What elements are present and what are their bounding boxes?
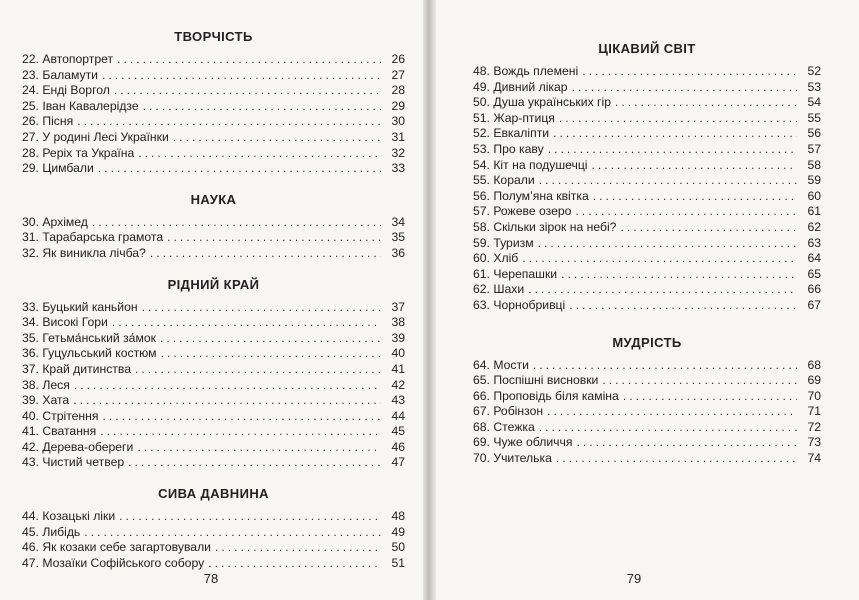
entry-title: 34. Високі Гори [22,315,108,330]
entry-page: 47 [391,455,405,470]
entry-title: 40. Стрітення [22,408,99,423]
toc-entry [22,99,405,115]
leader-dots [173,130,381,146]
toc-entry [473,158,821,174]
toc-entry [473,298,821,314]
leader-dots [77,114,381,130]
section-title: ЦІКАВИЙ СВІТ [598,41,696,56]
entry-page: 50 [391,540,405,555]
entry-title: 61. Черепашки [473,266,558,281]
toc-entry [22,540,405,556]
entry-title: 22. Автопортрет [22,52,114,66]
toc-entry [22,146,405,162]
entry-title: 35. Гетьма́нський за́мок [22,330,156,345]
entry-page: 64 [807,251,821,266]
leader-dots [137,440,381,456]
toc-entry [473,189,821,205]
entry-title: 37. Край дитинства [22,361,132,376]
entry-title: 42. Дерева-обереги [22,439,134,454]
entry-page: 68 [807,357,821,372]
leader-dots [623,389,797,405]
entry-page: 29 [391,98,405,113]
leader-dots [161,346,381,362]
leader-dots [602,373,797,389]
entry-page: 51 [391,555,405,570]
page-number: 79 [626,571,642,586]
toc-entry [473,358,821,374]
toc-entry [22,300,405,316]
entry-title: 60. Хліб [473,251,519,266]
entry-page: 59 [807,173,821,188]
entry-page: 34 [391,214,405,229]
entry-title: 48. Вождь племені [473,64,579,78]
entry-page: 26 [391,52,405,66]
toc-entry [22,315,405,331]
section-title: ТВОРЧІСТЬ [174,29,253,44]
leader-dots [575,204,797,220]
entry-page: 37 [391,299,405,314]
leader-dots [143,99,381,115]
leader-dots [539,420,797,436]
toc-entry [473,373,821,389]
entry-page: 42 [391,377,405,392]
toc-entry [473,173,821,189]
entry-page: 35 [391,230,405,245]
leader-dots [548,142,797,158]
toc-entry [473,80,821,96]
toc-entry [473,220,821,236]
entry-title: 64. Мости [473,357,529,372]
entry-title: 29. Цимбали [22,161,94,176]
toc-entry [473,451,821,467]
entry-title: 57. Рожеве озеро [473,204,572,219]
left-page [0,0,423,600]
leader-dots [547,404,797,420]
leader-dots [74,378,381,394]
leader-dots [98,161,381,177]
leader-dots [112,315,381,331]
toc-entry [473,236,821,252]
leader-dots [553,126,797,142]
leader-dots [572,80,797,96]
toc-entry [473,95,821,111]
toc-entry [473,251,821,267]
entry-page: 55 [807,110,821,125]
leader-dots [84,525,381,541]
leader-dots [561,267,797,283]
entry-title: 68. Стежка [473,419,535,434]
leader-dots [102,68,381,84]
toc-entry [473,404,821,420]
entry-page: 63 [807,235,821,250]
leader-dots [539,173,797,189]
entry-title: 23. Баламути [22,67,98,82]
entry-title: 31. Тарабарська грамота [22,230,164,245]
toc-entry [473,126,821,142]
toc-entry [22,52,405,68]
entry-title: 41. Сватання [22,424,97,439]
toc-entry [22,83,405,99]
toc-entry [22,424,405,440]
toc-entry [22,378,405,394]
entry-title: 25. Іван Кавалерідзе [22,98,139,113]
entry-page: 72 [807,419,821,434]
entry-title: 55. Корали [473,173,535,188]
toc-entry [22,509,405,525]
toc-entry [22,440,405,456]
leader-dots [92,215,381,231]
entry-page: 67 [807,297,821,312]
page-number: 78 [203,571,219,586]
leader-dots [215,540,381,556]
entry-title: 49. Дивний лікар [473,79,568,94]
entry-page: 45 [391,424,405,439]
entry-page: 56 [807,126,821,141]
leader-dots [615,95,797,111]
entry-title: 50. Душа українських гір [473,95,611,110]
section-title: МУДРІСТЬ [612,334,682,350]
leader-dots [582,64,797,80]
entry-title: 30. Архімед [22,214,88,229]
entry-title: 53. Про каву [473,141,544,156]
toc-entry [473,420,821,436]
leader-dots [569,298,797,314]
toc-entry [22,215,405,231]
leader-dots [528,282,797,298]
toc-entry [22,230,405,246]
entry-title: 63. Чорнобривці [473,297,566,312]
entry-page: 62 [807,219,821,234]
toc-entry [473,142,821,158]
entry-page: 46 [391,439,405,454]
entry-page: 74 [807,451,821,466]
entry-page: 38 [391,315,405,330]
leader-dots [167,230,381,246]
entry-title: 46. Як козаки себе загартовували [22,540,211,555]
entry-title: 67. Робінзон [473,404,544,419]
entry-title: 43. Чистий четвер [22,455,125,470]
entry-page: 61 [807,204,821,219]
entry-page: 71 [807,404,821,419]
entry-title: 70. Учителька [473,451,552,466]
toc-entry [22,525,405,541]
leader-dots [117,52,381,68]
entry-page: 43 [391,393,405,408]
toc-entry [22,409,405,425]
entry-page: 31 [391,129,405,144]
entry-page: 41 [391,361,405,376]
entry-page: 49 [391,524,405,539]
entry-title: 39. Хата [22,393,70,408]
leader-dots [620,220,797,236]
leader-dots [538,236,797,252]
leader-dots [73,393,381,409]
entry-page: 39 [391,330,405,345]
leader-dots [150,246,381,262]
book-gutter [423,0,436,600]
toc-entry [22,114,405,130]
entry-title: 62. Шахи [473,282,525,297]
leader-dots [559,111,797,127]
entry-title: 44. Козацькі ліки [22,509,116,524]
toc-entry [473,282,821,298]
leader-dots [160,331,381,347]
toc-entry [473,389,821,405]
toc-entry [22,331,405,347]
entry-page: 52 [807,64,821,78]
entry-title: 58. Скільки зірок на небі? [473,219,617,234]
toc-entry [22,130,405,146]
leader-dots [533,358,797,374]
entry-page: 73 [807,435,821,450]
toc-entry [22,161,405,177]
leader-dots [135,362,381,378]
entry-title: 66. Проповідь біля каміна [473,388,619,403]
entry-title: 59. Туризм [473,235,534,250]
entry-title: 27. У родині Лесі Українки [22,129,169,144]
toc-entry [22,68,405,84]
toc-entry [22,455,405,471]
entry-page: 27 [391,67,405,82]
toc-entry [22,246,405,262]
toc-entry [22,393,405,409]
section-title: НАУКА [190,191,237,207]
entry-title: 69. Чуже обличчя [473,435,573,450]
entry-page: 32 [391,145,405,160]
toc-entry [22,362,405,378]
toc-entry [473,111,821,127]
entry-title: 26. Пісня [22,114,74,129]
entry-title: 38. Леся [22,377,70,392]
leader-dots [114,83,381,99]
entry-page: 57 [807,141,821,156]
leader-dots [119,509,381,525]
entry-page: 60 [807,188,821,203]
leader-dots [576,435,797,451]
entry-title: 33. Буцький каньйон [22,299,138,314]
toc-entry [22,346,405,362]
entry-title: 36. Гуцульський костюм [22,346,157,361]
leader-dots [208,556,381,572]
leader-dots [142,300,381,316]
leader-dots [593,189,797,205]
leader-dots [102,409,381,425]
toc-entry [473,204,821,220]
section-title: РІДНИЙ КРАЙ [167,276,260,292]
right-page [436,0,859,600]
toc-entry [473,435,821,451]
leader-dots [592,158,797,174]
entry-page: 48 [391,509,405,524]
entry-page: 40 [391,346,405,361]
toc-entry [473,267,821,283]
entry-page: 53 [807,79,821,94]
entry-page: 28 [391,83,405,98]
entry-title: 45. Либідь [22,524,81,539]
entry-page: 66 [807,282,821,297]
entry-page: 33 [391,161,405,176]
toc-entry [473,64,821,80]
entry-page: 30 [391,114,405,129]
entry-title: 28. Реріх та Україна [22,145,135,160]
entry-page: 44 [391,408,405,423]
leader-dots [138,146,381,162]
entry-page: 36 [391,245,405,260]
entry-page: 65 [807,266,821,281]
leader-dots [128,455,381,471]
entry-page: 70 [807,388,821,403]
entry-page: 69 [807,373,821,388]
entry-title: 47. Мозаїки Софійського собору [22,555,205,570]
entry-title: 24. Енді Воргол [22,83,110,98]
section-title: СИВА ДАВНИНА [158,486,269,502]
entry-page: 58 [807,157,821,172]
entry-title: 32. Як виникла лічба? [22,245,146,260]
entry-page: 54 [807,95,821,110]
entry-title: 52. Евкаліпти [473,126,550,141]
toc-entry [22,556,405,572]
leader-dots [556,451,797,467]
entry-title: 51. Жар-птиця [473,110,555,125]
leader-dots [522,251,797,267]
leader-dots [100,424,381,440]
entry-title: 65. Поспішні висновки [473,373,599,388]
entry-title: 56. Полум’яна квітка [473,188,589,203]
entry-title: 54. Кіт на подушечці [473,157,588,172]
